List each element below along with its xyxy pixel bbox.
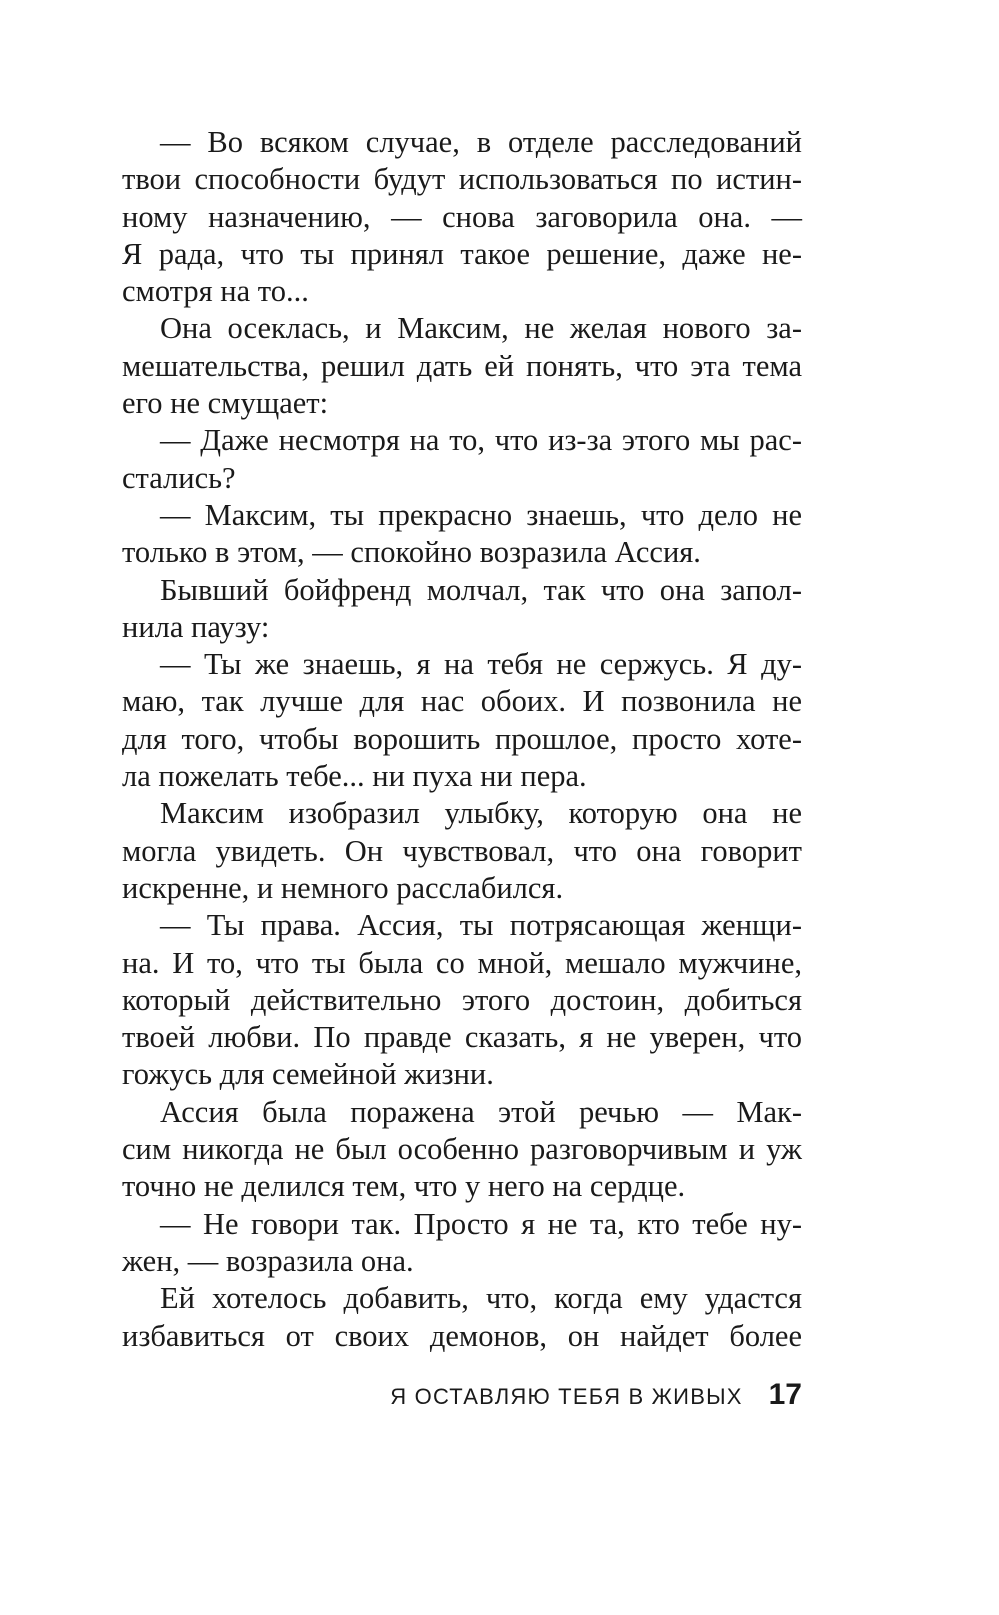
text-line: ному назначению, — снова заговорила она. —	[122, 199, 802, 234]
text-line: на. И то, что ты была со мной, мешало мужчине,	[122, 945, 802, 980]
text-line: мешательства, решил дать ей понять, что эта тема	[122, 348, 802, 383]
body-text	[122, 124, 802, 1355]
text-line: Ей хотелось добавить, что, когда ему удастся	[160, 1281, 802, 1316]
text-line: — Даже несмотря на то, что из-за этого мы рас-	[160, 423, 802, 458]
text-line: — Максим, ты прекрасно знаешь, что дело не	[160, 497, 802, 532]
text-line: — Ты права. Ассия, ты потрясающая женщи-	[160, 908, 802, 943]
book-page	[122, 124, 802, 1355]
text-line: — Не говори так. Просто я не та, кто тебе ну-	[160, 1206, 802, 1241]
text-line: Максим изобразил улыбку, которую она не	[160, 796, 802, 831]
text-line: смотря на то...	[122, 274, 309, 309]
text-line: — Во всяком случае, в отделе расследований	[160, 125, 802, 159]
text-line: Ассия была поражена этой речью — Мак-	[160, 1094, 802, 1129]
text-line: нила паузу:	[122, 609, 270, 644]
text-line: ла пожелать тебе... ни пуха ни пера.	[122, 759, 587, 794]
text-line: только в этом, — спокойно возразила Ассия.	[122, 535, 701, 570]
text-line: могла увидеть. Он чувствовал, что она говорит	[122, 833, 802, 868]
text-line: твоей любви. По правде сказать, я не уверен, что	[122, 1020, 802, 1055]
text-line: Бывший бойфренд молчал, так что она запол-	[160, 572, 802, 607]
text-line: стались?	[122, 460, 236, 495]
text-line: точно не делился тем, что у него на сердце.	[122, 1169, 686, 1204]
page-footer	[122, 1378, 802, 1418]
text-line: гожусь для семейной жизни.	[122, 1057, 494, 1092]
page-number: 17	[768, 1378, 802, 1411]
text-line: искренне, и немного расслабился.	[122, 870, 564, 905]
text-line: который действительно этого достоин, добиться	[122, 982, 802, 1017]
text-line: Она осеклась, и Максим, не желая нового за-	[160, 311, 802, 346]
text-line: маю, так лучше для нас обоих. И позвонила не	[122, 684, 802, 719]
text-line: — Ты же знаешь, я на тебя не сержусь. Я ду-	[160, 647, 802, 682]
text-line: сим никогда не был особенно разговорчивым и уж	[122, 1132, 802, 1167]
text-line: его не смущает:	[122, 386, 329, 421]
text-line: для того, чтобы ворошить прошлое, просто хоте-	[122, 721, 802, 756]
text-line: Я рада, что ты принял такое решение, даже не-	[122, 236, 802, 271]
text-line: твои способности будут использоваться по истин-	[122, 162, 802, 197]
text-line: избавиться от своих демонов, он найдет более	[122, 1318, 802, 1353]
text-line: жен, — возразила она.	[122, 1243, 414, 1278]
running-title: Я ОСТАВЛЯЮ ТЕБЯ В ЖИВЫХ	[390, 1384, 743, 1409]
